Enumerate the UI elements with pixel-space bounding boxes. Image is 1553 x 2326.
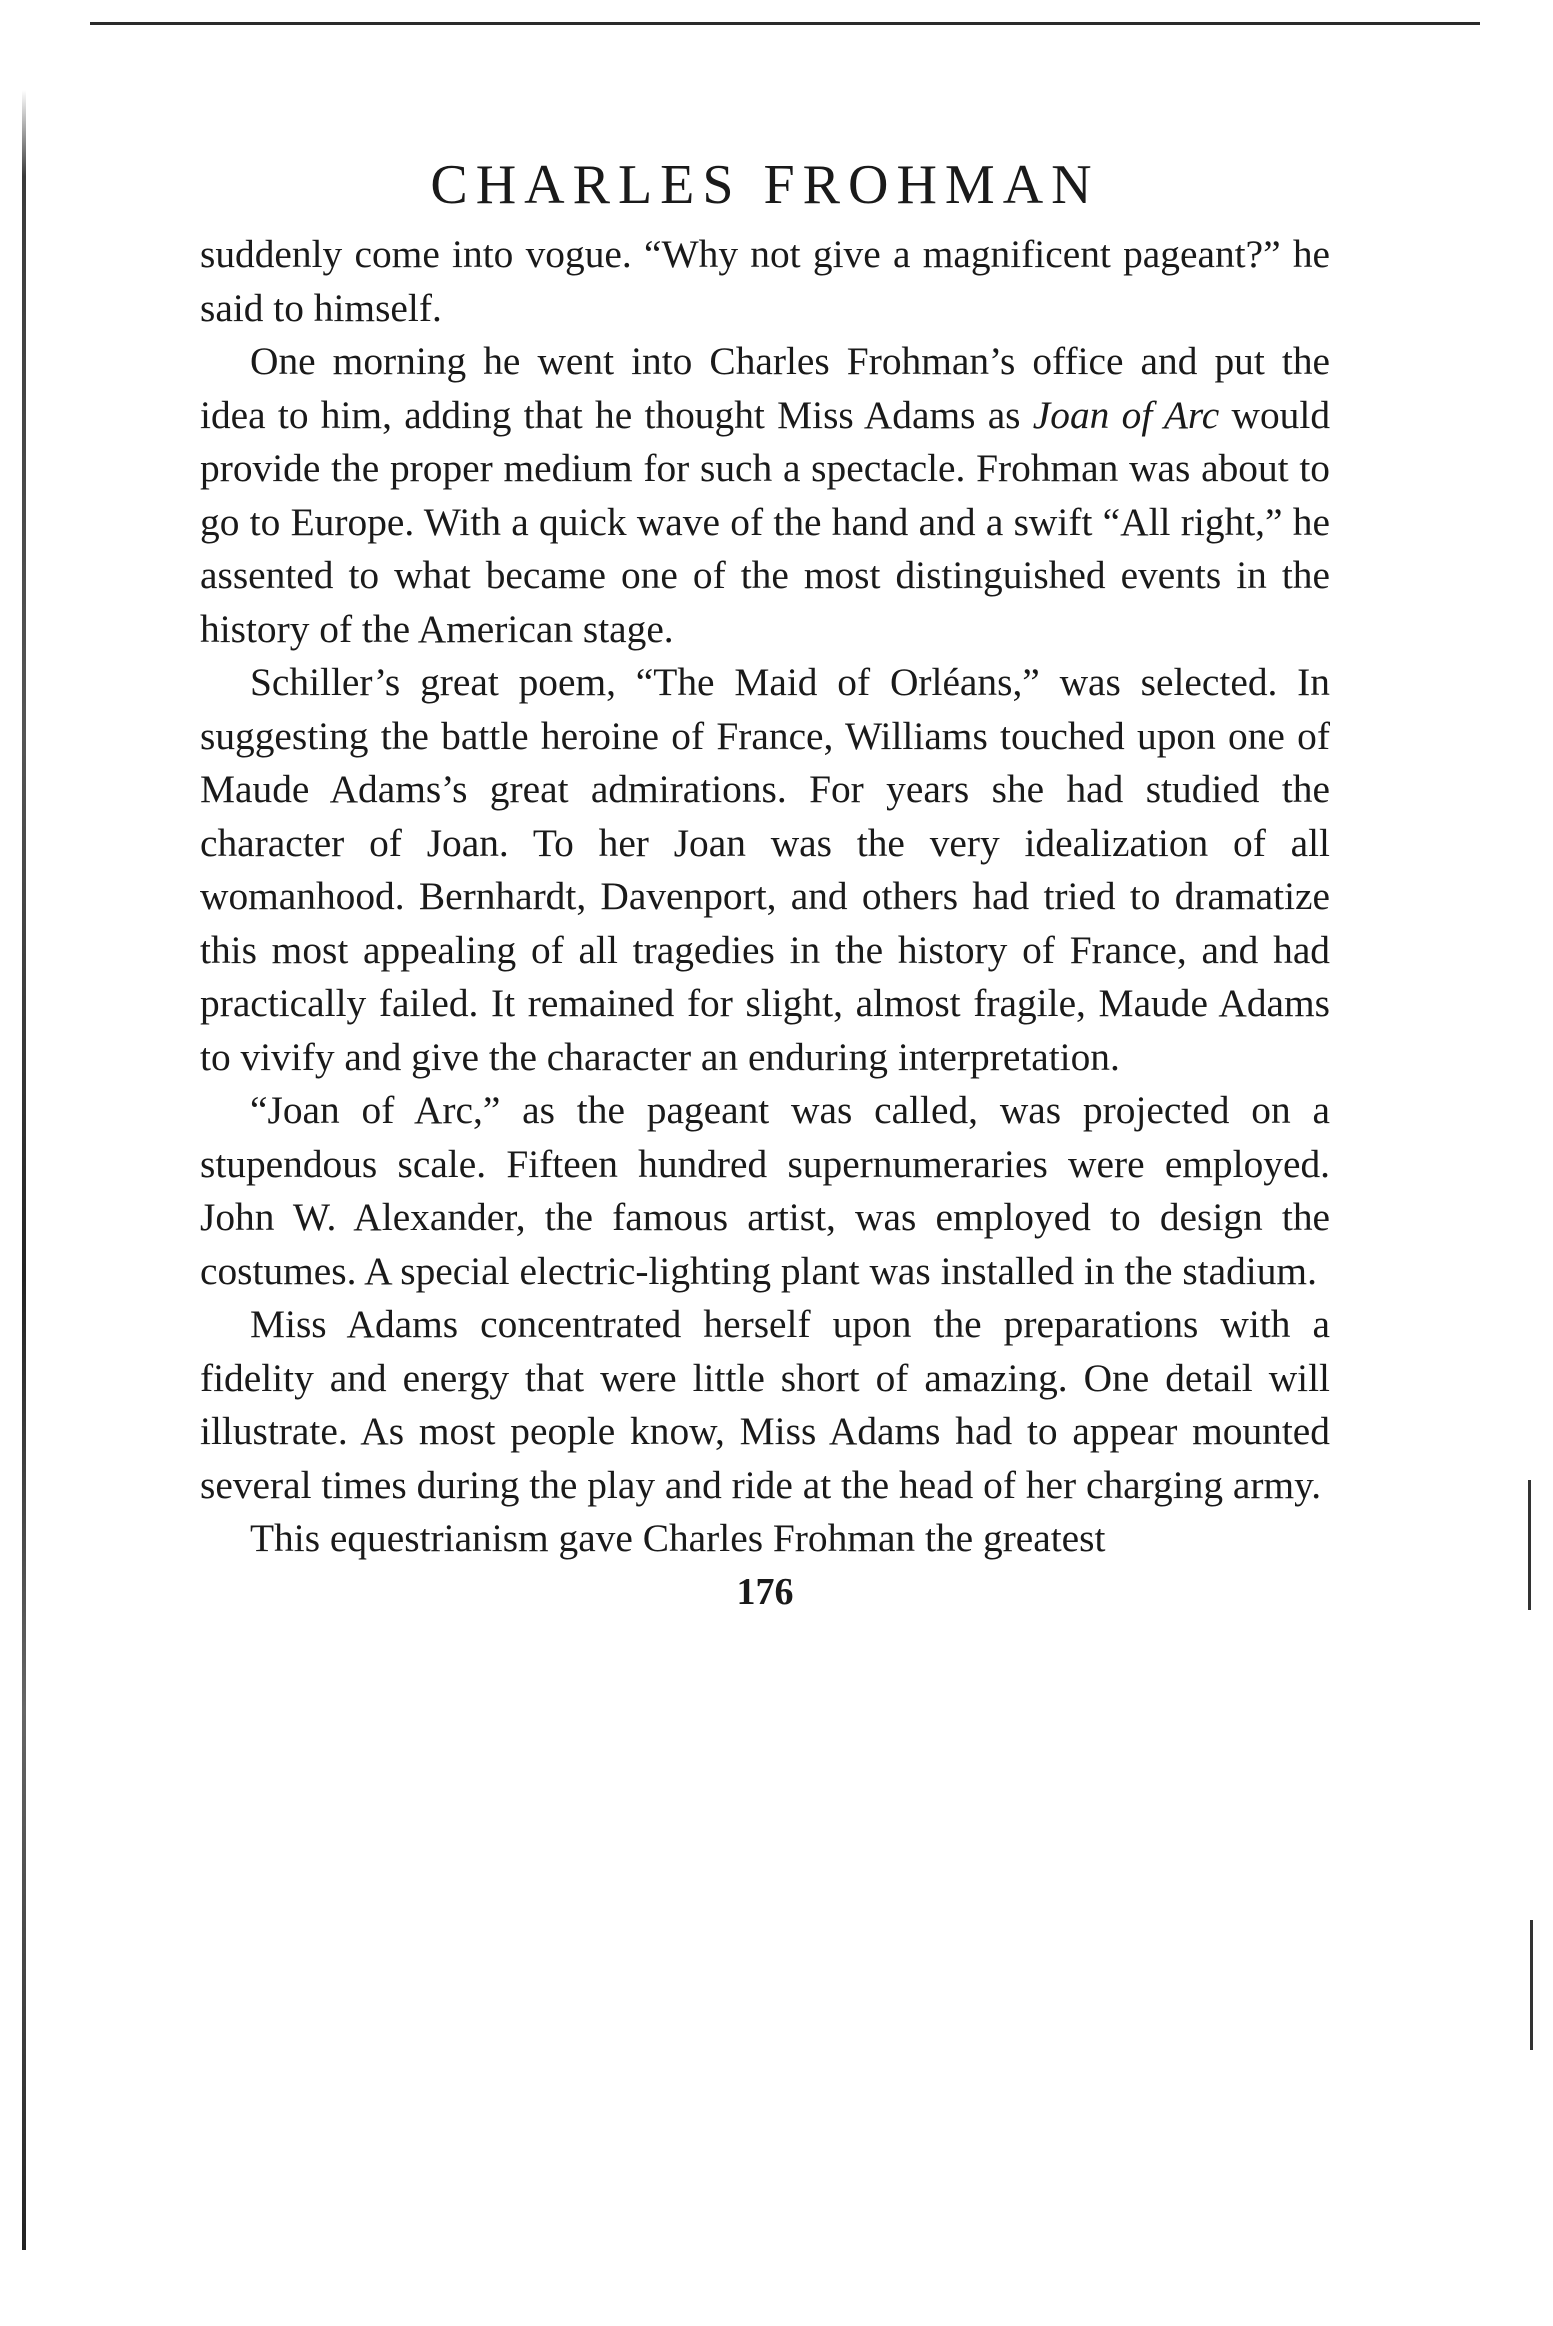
paragraph-2-text-end: would provide the proper medium for such a spectacle. Frohman was about to go to Europe. With a quick wave of the hand and a swift “All right,” he assented to what became one of the most distinguished events in the history of the American stage.	[200, 392, 1331, 651]
running-head: CHARLES FROHMAN	[430, 154, 1100, 216]
paragraph-6-text: This equestrianism gave Charles Frohman the greatest	[250, 1516, 1106, 1560]
paragraph-2-text-start: One morning he went into Charles Frohman’s office and put the idea to him, adding that he thought Miss Adams as	[200, 339, 1330, 437]
paragraph-2	[200, 335, 1330, 656]
scan-mark	[1528, 1480, 1531, 1610]
paragraph-3	[200, 656, 1330, 1084]
paragraph-4-text: “Joan of Arc,” as the pageant was called, was projected on a stupendous scale. Fifteen hundred supernumeraries were employed. John W. Alexander, the famous artist, was employed to design the costumes. A special electric-lighting plant was installed in the stadium.	[200, 1088, 1330, 1293]
page-number: 176	[736, 1570, 794, 1613]
book-page	[200, 150, 1330, 1618]
paragraph-3-text: Schiller’s great poem, “The Maid of Orléans,” was selected. In suggesting the battle heroine of France, Williams touched upon one of Maude Adams’s great admirations. For years she had studied the character of Joan. To her Joan was the very idealization of all womanhood. Bernhardt, Davenport, and others had tried to dramatize this most appealing of all tragedies in the history of France, and had practically failed. It remained for slight, almost fragile, Maude Adams to vivify and give the character an enduring interpretation.	[200, 660, 1330, 1079]
paragraph-5	[200, 1298, 1330, 1512]
paragraph-4	[200, 1084, 1330, 1298]
paragraph-2-italic-title: Joan of Arc	[1032, 392, 1220, 437]
paragraph-1-text: suddenly come into vogue. “Why not give a magnificent pageant?” he said to himself.	[200, 232, 1330, 330]
scan-mark	[1530, 1920, 1533, 2050]
paragraph-1	[200, 228, 1330, 335]
binding-edge	[22, 90, 26, 2250]
paragraph-5-text: Miss Adams concentrated herself upon the preparations with a fidelity and energy that were little short of amazing. One detail will illustrate. As most people know, Miss Adams had to appear mounted several times during the play and ride at the head of her charging army.	[200, 1302, 1330, 1507]
paragraph-6	[200, 1512, 1330, 1566]
top-rule	[90, 22, 1480, 25]
